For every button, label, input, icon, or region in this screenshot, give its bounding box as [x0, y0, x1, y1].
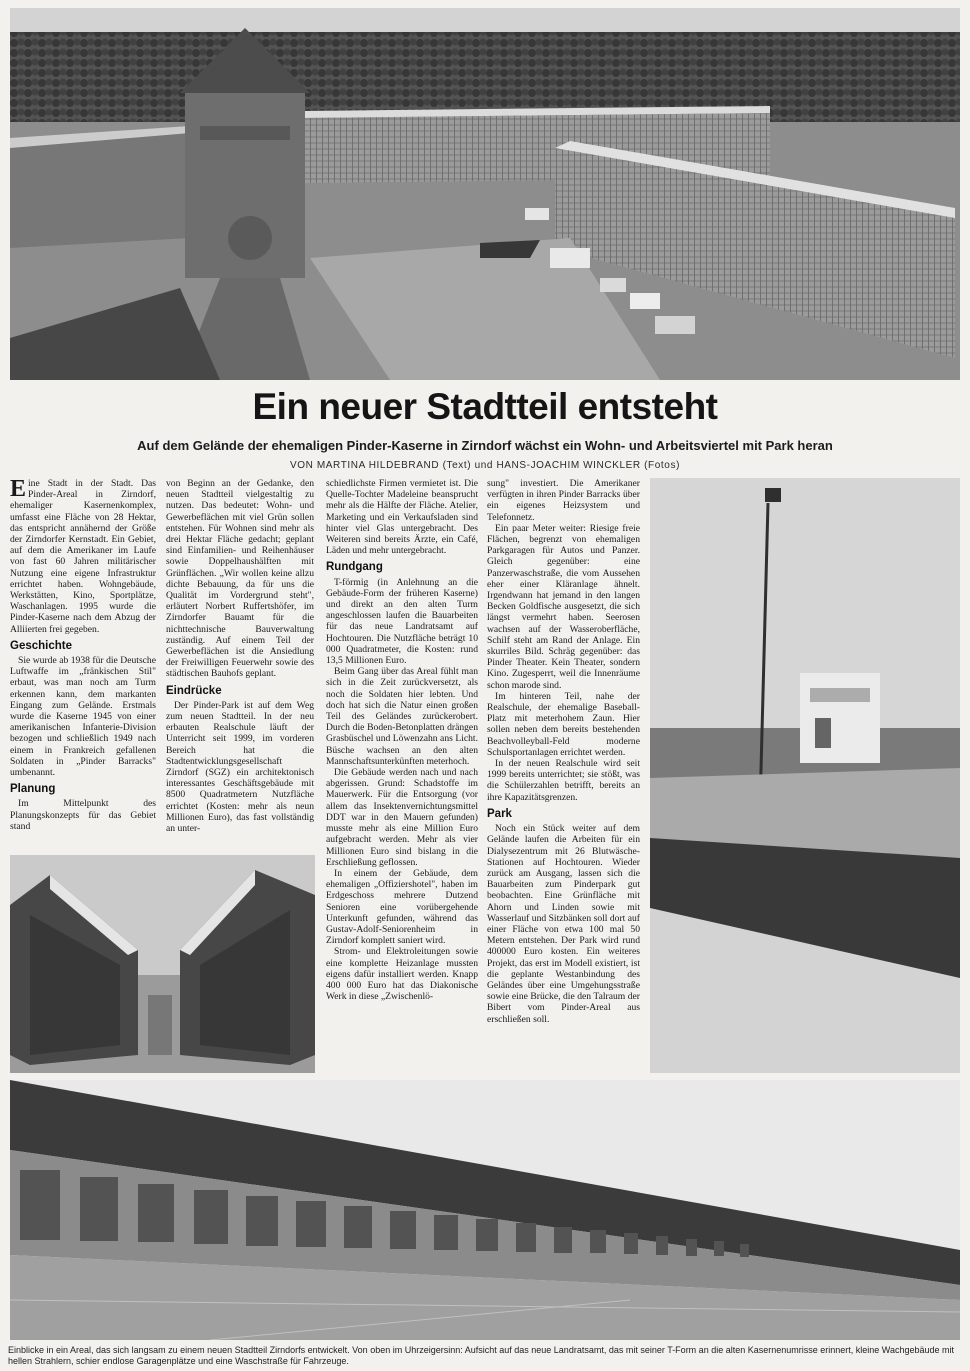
byline-author1: MARTINA HILDEBRAND: [316, 460, 440, 471]
byline-connector: und: [474, 460, 494, 471]
section-heading-eindruecke: Eindrücke: [166, 684, 222, 697]
dropcap: E: [10, 476, 27, 502]
article-column-2: [166, 478, 314, 834]
photo-garage-row: [10, 1080, 960, 1340]
intro-paragraph: Eine Stadt in der Stadt. Das Pinder-Areal in Zirndorf, ehemaliger Kasernenkomplex, umfasst eine Fläche von 28 Hektar, das entspricht annähernd der Größe der Zirndorfer Kernstadt. Ein Gebiet, auf dem die Amerikaner im Laufe von fast 60 Jahren militärischer Nutzung eine eigene Infrastruktur errichtet haben. Wohngebäude, Werkstätten, Kino, Sportplätze, Waschanlagen. 1995 wurde die Pinder-Kaserne nach dem Abzug der Alliierten frei gegeben.: [10, 476, 156, 635]
photo-aerial-landratsamt: [10, 8, 960, 380]
section-heading-park: Park: [487, 807, 512, 820]
paragraph: In einem der Gebäude, dem ehemaligen „Offiziershotel", haben im Erdgeschoss mehrere Dutzend Senioren eine vorübergehende Unterkunft gefunden, während das Gustav-Adolf-Seniorenheim in Zirndorf komplett saniert wird.: [326, 867, 478, 947]
photo-caption: Einblicke in ein Areal, das sich langsam zu einem neuen Stadtteil Zirndorfs entwickelt. Von oben im Uhrzeigersinn: Aufsicht auf das neue Landratsamt, das mit seiner T-Form an die alten Kasernenumrisse erinnert, kleine Wachgebäude mit hellen Strahlern, schier endlose Garagenplätze und eine Waschstraße für Fahrzeuge.: [8, 1345, 954, 1366]
paragraph: Strom- und Elektroleitungen sowie eine komplette Heizanlage mussten eigens dafür installiert werden. Knapp 400 000 Euro hat das Diakonische Werk in diese „Zwischenlö-: [326, 946, 478, 1003]
paragraph: schiedlichste Firmen vermietet ist. Die Quelle-Tochter Madeleine beansprucht mehr als die Hälfte der Fläche. Atelier, Marketing und ein Verkaufsladen sind hinter viel Glas untergebracht. Des Weiteren sind bereits Ärzte, ein Café, Läden und mehr untergebracht.: [326, 478, 478, 557]
section-heading-planung: Planung: [10, 783, 56, 796]
byline-author2: HANS-JOACHIM WINCKLER: [496, 460, 641, 471]
photo-open-area-flagpole: [650, 478, 960, 1073]
paragraph: Noch ein Stück weiter auf dem Gelände laufen die Arbeiten für ein Dialysezentrum mit 26 Blutwäsche-Stationen auf Hochtouren. Wieder zurück am Ausgang, lassen sich die Bauarbeiten zum Pinderpark gut beobachten. Eine Grünfläche mit Ahorn und Linden sowie mit Wasserlauf und Sitzbänken soll dort auf einer Fläche von etwa 100 mal 50 Metern entstehen. Der Park wird rund 400000 Euro kosten. Ein weiteres Projekt, das erst im Modell existiert, ist die geplante Westanbindung des Geländes über eine Umgehungsstraße sowie eine Brücke, die den Talraum der Bibert vom Pinder-Areal aus erschließen soll.: [487, 823, 640, 1025]
paragraph: In der neuen Realschule wird seit 1999 bereits unterrichtet; sie stößt, was die Schülerzahlen betrifft, bereits an ihre Kapazitätsgrenzen.: [487, 758, 640, 803]
subheadline: Auf dem Gelände der ehemaligen Pinder-Kaserne in Zirndorf wächst ein Wohn- und Arbeitsviertel mit Park heran: [137, 438, 833, 453]
byline-prefix: VON: [289, 460, 314, 471]
paragraph: von Beginn an der Gedanke, den neuen Stadtteil vielgestaltig zu nutzen. Das bedeutet: Wohn- und Gewerbeflächen mit viel Grün sollen entstehen. Für Wohnen sind mehr als drei Hektar Fläche gedacht; geplant sind Einfamilien- und Reihenhäuser sowie Doppelhaushälften mit Grünflächen. „Wir wollen keine allzu dichte Bebauung, da für uns die Qualität im Vordergrund steht", erläutert Norbert Ruffertshöfer, im Zirndorfer Bauamt für die nichttechnische Bauverwaltung zuständig. Auf einem Teil der Gewerbeflächen ist die Ansiedlung der Freiwilligen Feuerwehr sowie des städtischen Bauhofs geplant.: [166, 478, 314, 680]
paragraph: Die Gebäude werden nach und nach abgerissen. Grund: Schadstoffe im Mauerwerk. Für die Entsorgung (vor allem das Insektenvernichtungsmittel DDT war in den Mauern gefunden) musste mehr als eine Million Euro aufgebracht werden. Mehr als vier Millionen Euro sind bislang in die Erschließung geflossen.: [326, 767, 478, 868]
article-column-3: [326, 478, 478, 1002]
paragraph: Beim Gang über das Areal fühlt man sich in die Zeit zurückversetzt, als noch die Soldaten hier lebten. Und doch hat sich die Natur einen großen Teil des Geländes zurückerobert. Durch die Boden-Betonplatten drängen Grasbüschel und Löwenzahn ans Licht. Büsche wachsen an den alten Mannschaftsunterkünften meterhoch.: [326, 666, 478, 767]
byline: [0, 460, 970, 471]
section-heading-rundgang: Rundgang: [326, 561, 383, 574]
paragraph: Ein paar Meter weiter: Riesige freie Flächen, begrenzt von ehemaligen Parkgaragen für Autos und Panzer. Gleich gegenüber: eine Panzerwaschstraße, die vom Aussehen eher einer Kläranlage ähnelt. Irgendwann hat jemand in den langen Becken Goldfische ausgesetzt, die sich längst vermehrt haben. Seerosen wachsen auf der Wasseroberfläche, Schilf steht am Rand der Anlage. Ein skurriles Bild. Schräg gegenüber: das Pinder Theater. Kein Theater, sondern Kino. Zugesperrt, weil die Innenräume schon marode sind.: [487, 522, 640, 691]
article-column-1: [10, 478, 156, 832]
paragraph: Im hinteren Teil, nahe der Realschule, der ehemalige Baseball-Platz mit meterhohem Zaun. Hier sollen neben dem bereits bestehenden Beachvolleyball-Feld moderne Schulsportanlagen errichtet werden.: [487, 690, 640, 758]
paragraph: Im Mittelpunkt des Planungskonzepts für das Gebiet stand: [10, 798, 156, 832]
photo-guard-houses: [10, 855, 315, 1073]
section-heading-geschichte: Geschichte: [10, 639, 72, 652]
headline: Ein neuer Stadtteil entsteht: [252, 386, 718, 427]
byline-role1: (Text): [442, 460, 472, 471]
article-column-4: [487, 478, 640, 1025]
byline-role2: (Fotos): [644, 460, 680, 471]
paragraph: Sie wurde ab 1938 für die Deutsche Luftwaffe im „fränkischen Stil" erbaut, was man noch am Turm erkennen kann, dem markanten Eingang zum Gelände. Erstmals wurde die Kaserne 1945 von einer amerikanischen Infanterie-Division bezogen und schließlich 1949 nach einem in Frankreich gefallenen Soldaten in „Pinder Barracks" umbenannt.: [10, 655, 156, 779]
paragraph: sung" investiert. Die Amerikaner verfügten in ihren Pinder Barracks über ein eigenes Heizsystem und Telefonnetz.: [487, 478, 640, 523]
paragraph: T-förmig (in Anlehnung an die Gebäude-Form der früheren Kaserne) und direkt an den alten Turm angeschlossen laufen die Bauarbeiten für das neue Landratsamt auf Hochtouren. Die Nutzfläche beträgt 10 000 Quadratmeter, die Kosten: rund 13,5 Millionen Euro.: [326, 576, 478, 667]
paragraph: Der Pinder-Park ist auf dem Weg zum neuen Stadtteil. In der neu erbauten Realschule läuft der Unterricht seit 1999, im vorderen Bereich hat die Stadtentwicklungsgesellschaft Zirndorf (SGZ) ein architektonisch interessantes Geschäftsgebäude mit 8500 Quadratmetern Nutzfläche errichtet (Kosten: mehr als neun Millionen Euro), das fast vollständig an unter-: [166, 699, 314, 835]
